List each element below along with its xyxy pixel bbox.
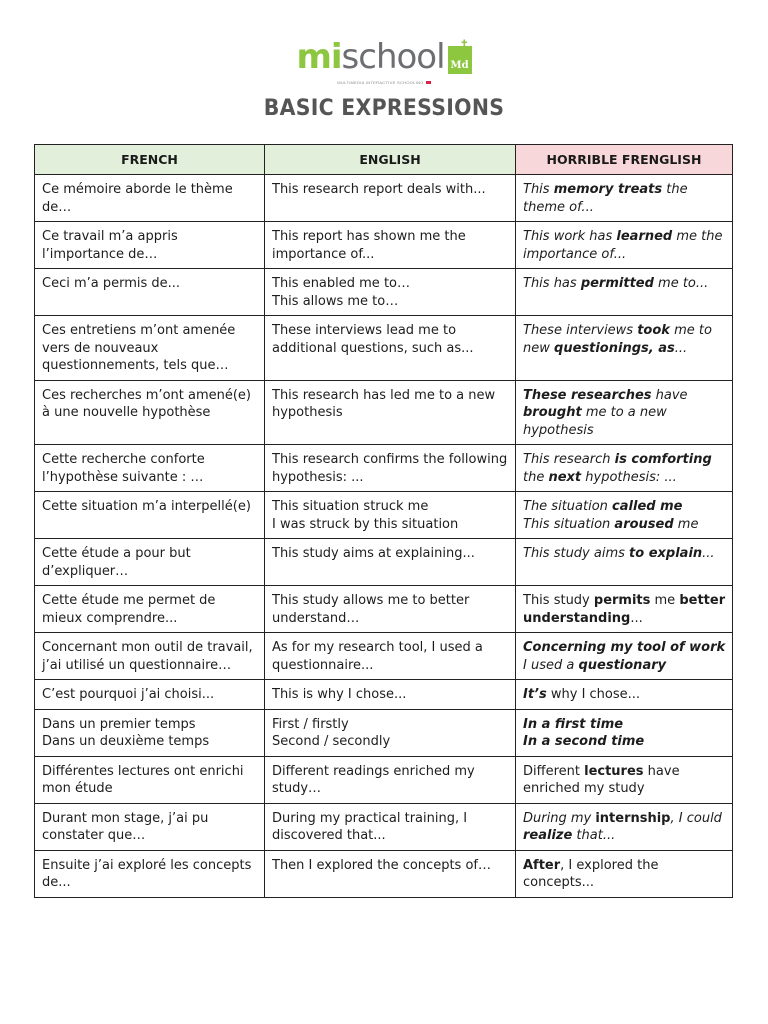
frenglish-error-text: to explain (629, 546, 703, 561)
frenglish-text: The situation (523, 499, 613, 514)
english-cell (265, 380, 516, 445)
header-french: FRENCH (35, 145, 265, 175)
frenglish-text: that... (572, 828, 616, 843)
frenglish-cell (516, 803, 733, 850)
frenglish-text: why I chose... (546, 687, 641, 702)
french-cell (35, 586, 265, 633)
frenglish-error-text: brought (523, 405, 582, 420)
french-cell (35, 269, 265, 316)
french-cell (35, 492, 265, 539)
french-text: Ces entretiens m’ont amenée vers de nouveaux questionnements, tels que… (42, 323, 236, 373)
english-cell (265, 316, 516, 381)
english-text: First / firstly (272, 716, 349, 732)
french-text: Cette étude a pour but d’expliquer… (42, 546, 191, 579)
frenglish-text: me to a new hypothesis (523, 405, 667, 438)
frenglish-text: me to new (523, 323, 712, 356)
english-text: This situation struck me (272, 499, 429, 514)
french-text: Ce mémoire aborde le thème de… (42, 182, 233, 215)
frenglish-text: have enriched my study (523, 763, 680, 796)
frenglish-cell (516, 380, 733, 445)
table-header-row (35, 145, 733, 175)
frenglish-text: me (673, 516, 699, 532)
table-row (35, 380, 733, 445)
english-text: As for my research tool, I used a questionnaire... (272, 640, 483, 673)
frenglish-text: , I explored the concepts... (523, 857, 659, 890)
frenglish-text: This research (523, 452, 615, 467)
frenglish-line (523, 228, 726, 263)
english-cell (265, 586, 516, 633)
english-text: This enabled me to… (272, 276, 410, 291)
frenglish-line (523, 592, 726, 627)
frenglish-line (523, 733, 726, 751)
french-cell (35, 445, 265, 492)
table-body (35, 175, 733, 898)
frenglish-error-text: aroused (614, 516, 674, 532)
english-cell (265, 445, 516, 492)
english-text: This study allows me to better understand… (272, 593, 470, 626)
french-text: Cette étude me permet de mieux comprendre... (42, 593, 216, 626)
frenglish-text: ... (630, 610, 643, 626)
logo-tagline: MULTIMEDIA INTERACTIVE SCHOOLING (0, 80, 768, 85)
frenglish-line (523, 181, 726, 216)
french-cell (35, 380, 265, 445)
english-text: This research has led me to a new hypothesis (272, 387, 496, 420)
english-cell (265, 539, 516, 586)
table-row (35, 756, 733, 803)
frenglish-cell (516, 492, 733, 539)
table-row (35, 539, 733, 586)
logo-wordmark: mischool (296, 37, 445, 77)
frenglish-text: I used a (523, 657, 579, 673)
frenglish-error-text: These researches (523, 387, 652, 403)
header-english: ENGLISH (265, 145, 516, 175)
table-row (35, 803, 733, 850)
french-text: Ceci m’a permis de... (42, 276, 181, 291)
frenglish-error-text: is comforting (614, 452, 712, 467)
french-cell (35, 316, 265, 381)
frenglish-text: This has (523, 276, 581, 291)
frenglish-text: me to... (653, 276, 709, 291)
frenglish-text: the (523, 469, 549, 485)
frenglish-line (523, 451, 726, 486)
frenglish-line (523, 639, 726, 674)
english-cell (265, 803, 516, 850)
table-row (35, 492, 733, 539)
english-text: This is why I chose... (272, 687, 407, 702)
frenglish-error-text: better understanding (523, 593, 726, 626)
french-text: Cette situation m’a interpellé(e) (42, 499, 251, 514)
frenglish-error-text: questionary (578, 657, 667, 673)
table-row (35, 316, 733, 381)
frenglish-cell (516, 539, 733, 586)
logo-badge-icon: ✝ Md (448, 46, 472, 74)
french-cell (35, 803, 265, 850)
header-horrible-frenglish: HORRIBLE FRENGLISH (516, 145, 733, 175)
french-cell (35, 175, 265, 222)
frenglish-error-text: memory treats (553, 182, 663, 197)
frenglish-error-text: In a first time (523, 716, 624, 732)
french-text: C’est pourquoi j’ai choisi... (42, 687, 215, 702)
frenglish-error-text: It’s (523, 687, 547, 702)
frenglish-cell (516, 633, 733, 680)
french-cell (35, 850, 265, 897)
french-cell (35, 680, 265, 710)
frenglish-text: Different (523, 763, 585, 779)
table-row (35, 680, 733, 710)
table-row (35, 175, 733, 222)
french-text: Ensuite j’ai exploré les concepts de... (42, 857, 252, 890)
frenglish-line (523, 387, 726, 440)
frenglish-error-text: took (637, 323, 670, 338)
frenglish-cell (516, 586, 733, 633)
frenglish-cell (516, 756, 733, 803)
frenglish-line (523, 716, 726, 734)
english-cell (265, 175, 516, 222)
french-cell (35, 222, 265, 269)
frenglish-text: me the importance of... (523, 229, 723, 262)
frenglish-error-text: permitted (580, 276, 654, 291)
english-text: This research report deals with... (272, 182, 486, 197)
table-row (35, 586, 733, 633)
frenglish-line (523, 810, 726, 845)
english-text: This study aims at explaining... (272, 546, 475, 561)
frenglish-error-text: realize (523, 828, 573, 843)
frenglish-error-text: After (523, 857, 561, 873)
table-row (35, 633, 733, 680)
french-text: Concernant mon outil de travail, j’ai utilisé un questionnaire… (42, 640, 253, 673)
frenglish-cell (516, 175, 733, 222)
english-text: This research confirms the following hypothesis: ... (272, 452, 508, 485)
frenglish-text: This (523, 182, 554, 197)
frenglish-text: ... (702, 546, 715, 561)
english-cell (265, 269, 516, 316)
frenglish-text: These interviews (523, 323, 638, 338)
english-cell (265, 709, 516, 756)
french-text: Ces recherches m’ont amené(e) à une nouvelle hypothèse (42, 387, 251, 420)
flag-icon (426, 81, 431, 84)
french-text: Dans un premier temps (42, 716, 196, 732)
page-title: BASIC EXPRESSIONS (263, 96, 505, 121)
english-text: These interviews lead me to additional questions, such as... (272, 323, 474, 356)
frenglish-text: have (651, 387, 688, 403)
frenglish-text: me (650, 593, 680, 608)
french-text: Ce travail m’a appris l’importance de… (42, 229, 178, 262)
frenglish-error-text: internship (595, 810, 671, 826)
frenglish-line (523, 763, 726, 798)
frenglish-line (523, 545, 726, 563)
frenglish-line (523, 686, 726, 704)
frenglish-cell (516, 316, 733, 381)
english-cell (265, 492, 516, 539)
frenglish-line (523, 322, 726, 357)
frenglish-error-text: next (548, 469, 582, 485)
frenglish-line (523, 275, 726, 293)
frenglish-error-text: lectures (584, 763, 644, 779)
frenglish-error-text: called me (612, 499, 683, 514)
table-row (35, 445, 733, 492)
frenglish-cell (516, 680, 733, 710)
english-cell (265, 850, 516, 897)
frenglish-text: This work has (523, 229, 617, 244)
french-cell (35, 539, 265, 586)
english-text: Then I explored the concepts of… (272, 857, 491, 873)
english-text: This report has shown me the importance of... (272, 229, 466, 262)
frenglish-cell (516, 445, 733, 492)
frenglish-text: the theme of... (523, 182, 688, 215)
english-cell (265, 222, 516, 269)
frenglish-error-text: learned (616, 229, 673, 244)
english-text: Second / secondly (272, 734, 391, 749)
frenglish-text: hypothesis: ... (581, 469, 677, 485)
french-text: Durant mon stage, j’ai pu constater que… (42, 810, 209, 843)
frenglish-cell (516, 222, 733, 269)
frenglish-error-text: In a second time (523, 734, 645, 749)
frenglish-text: This study aims (523, 546, 630, 561)
table-row (35, 709, 733, 756)
english-text: I was struck by this situation (272, 516, 459, 532)
french-text: Dans un deuxième temps (42, 734, 210, 749)
expressions-table (34, 144, 733, 898)
frenglish-cell (516, 850, 733, 897)
frenglish-text: , I could (670, 810, 722, 826)
english-cell (265, 680, 516, 710)
frenglish-line (523, 498, 726, 516)
frenglish-line (523, 857, 726, 892)
french-text: Cette recherche conforte l’hypothèse suivante : … (42, 452, 205, 485)
frenglish-cell (516, 709, 733, 756)
english-text: During my practical training, I discovered that... (272, 810, 468, 843)
french-cell (35, 709, 265, 756)
frenglish-line (523, 516, 726, 534)
french-cell (35, 756, 265, 803)
english-text: This allows me to… (272, 293, 399, 309)
frenglish-error-text: Concerning my tool of work (523, 640, 726, 655)
frenglish-text: During my (523, 810, 596, 826)
french-text: Différentes lectures ont enrichi mon étude (42, 763, 244, 796)
table-row (35, 269, 733, 316)
frenglish-text: This study (523, 593, 594, 608)
french-cell (35, 633, 265, 680)
frenglish-text: This situation (523, 516, 615, 532)
frenglish-text: ... (674, 340, 688, 356)
frenglish-cell (516, 269, 733, 316)
english-text: Different readings enriched my study… (272, 763, 475, 796)
english-cell (265, 633, 516, 680)
frenglish-error-text: permits (593, 593, 651, 608)
frenglish-error-text: questionings, as (554, 340, 675, 356)
english-cell (265, 756, 516, 803)
table-row (35, 222, 733, 269)
table-row (35, 850, 733, 897)
